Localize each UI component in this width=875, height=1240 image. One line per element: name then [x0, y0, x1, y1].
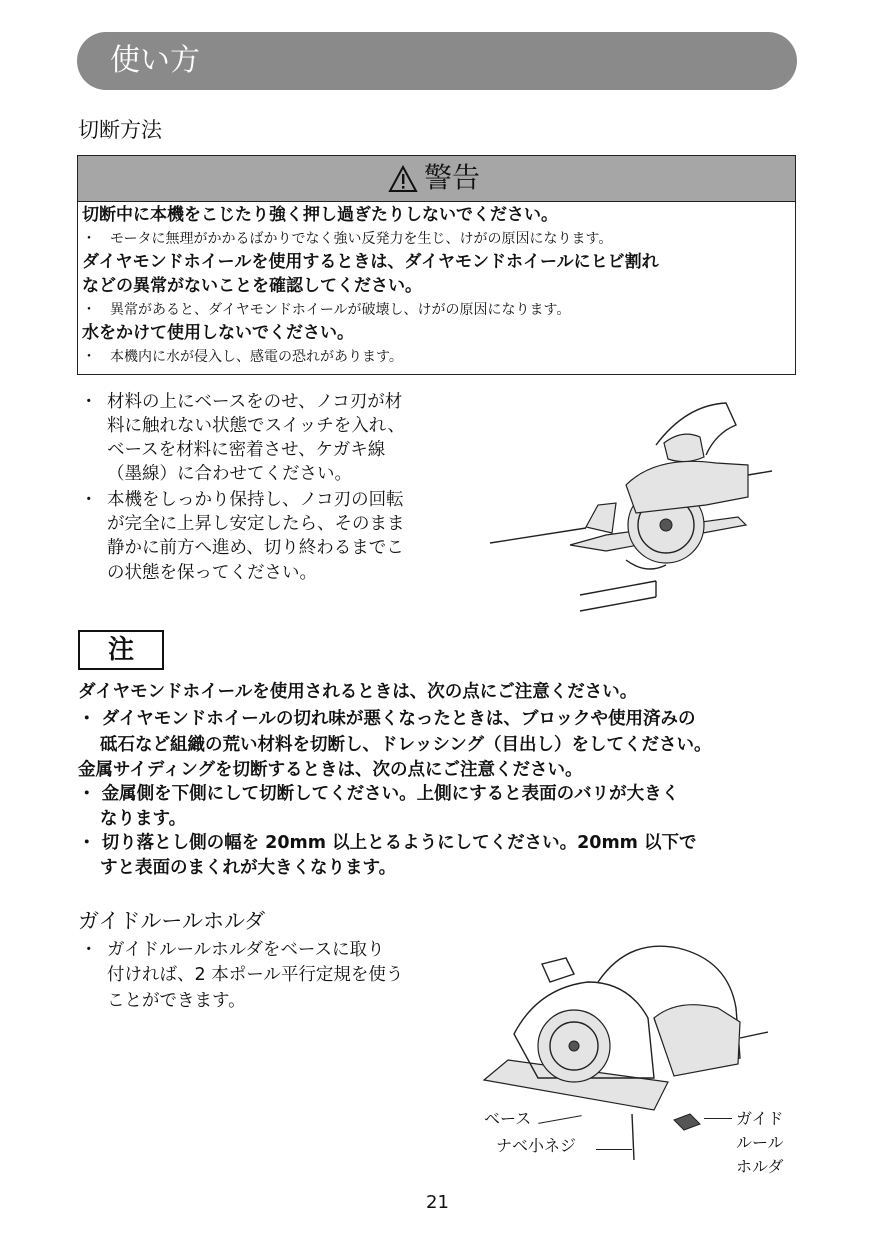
note-line-3: 砥石など組織の荒い材料を切断し、ドレッシング（目出し）をしてください。 [100, 735, 712, 755]
leader-line-holder [704, 1118, 732, 1119]
instruction-2-line-3: 静かに前方へ進め、切り終わるまでこ [107, 538, 404, 558]
instruction-2-line-4: の状態を保ってください。 [107, 563, 317, 583]
instruction-1-line-4: （墨線）に合わせてください。 [107, 464, 352, 484]
guide-bullet: ・ [80, 940, 98, 960]
note-line-2: ・ ダイヤモンドホイールの切れ味が悪くなったときは、ブロックや使用済みの [78, 709, 696, 729]
section-title-guide: ガイドルールホルダ [78, 909, 266, 933]
label-holder-2: ルール [736, 1133, 784, 1152]
instruction-2-line-1: 本機をしっかり保持し、ノコ刃の回転 [107, 490, 404, 510]
label-base: ベース [484, 1109, 532, 1128]
page-number: 21 [426, 1192, 449, 1213]
saw-cutting-illustration [486, 385, 776, 615]
leader-line-screw [596, 1149, 632, 1150]
label-screw: ナベ小ネジ [496, 1136, 577, 1155]
warning-item-1: 切断中に本機をこじたり強く押し過ぎたりしないでください。 [82, 205, 558, 225]
warning-note-1: ・ モータに無理がかかるばかりでなく強い反発力を生じ、けがの原因になります。 [82, 231, 613, 247]
warning-title: 警告 [424, 161, 481, 194]
instruction-1-line-1: 材料の上にベースをのせ、ノコ刃が材 [107, 392, 403, 412]
warning-item-2-line-2: などの異常がないことを確認してください。 [82, 276, 422, 296]
note-line-1: ダイヤモンドホイールを使用されるときは、次の点にご注意ください。 [78, 682, 638, 702]
warning-note-2: ・ 異常があると、ダイヤモンドホイールが破壊し、けがの原因になります。 [82, 302, 571, 318]
note-line-7: ・ 切り落とし側の幅を 20mm 以上とるようにしてください。20mm 以下で [78, 833, 697, 853]
instruction-2-line-2: が完全に上昇し安定したら、そのまま [107, 514, 405, 534]
guide-line-3: ことができます。 [107, 991, 246, 1011]
warning-item-3: 水をかけて使用しないでください。 [82, 323, 354, 343]
guide-line-2: 付ければ、2 本ポール平行定規を使う [107, 965, 404, 985]
warning-item-2-line-1: ダイヤモンドホイールを使用するときは、ダイヤモンドホイールにヒビ割れ [82, 252, 659, 272]
page-title: 使い方 [110, 43, 200, 78]
guide-line-1: ガイドルールホルダをベースに取り [107, 940, 385, 960]
instruction-1-line-2: 料に触れない状態でスイッチを入れ、 [107, 416, 405, 436]
note-label-box: 注 [78, 630, 164, 670]
warning-note-3: ・ 本機内に水が侵入し、感電の恐れがあります。 [82, 349, 403, 365]
label-holder-3: ホルダ [736, 1157, 784, 1176]
section-title-cutting: 切断方法 [78, 118, 162, 142]
instruction-1-line-3: ベースを材料に密着させ、ケガキ線 [107, 440, 386, 460]
label-holder-1: ガイド [736, 1109, 784, 1128]
note-line-5: ・ 金属側を下側にして切断してください。上側にすると表面のバリが大きく [78, 784, 680, 804]
warning-triangle-icon [388, 165, 418, 193]
note-line-4: 金属サイディングを切断するときは、次の点にご注意ください。 [78, 760, 583, 780]
note-line-8: すと表面のまくれが大きくなります。 [100, 858, 397, 878]
note-line-6: なります。 [100, 809, 187, 829]
instruction-bullet-1: ・ [80, 392, 98, 412]
instruction-bullet-2: ・ [80, 490, 98, 510]
